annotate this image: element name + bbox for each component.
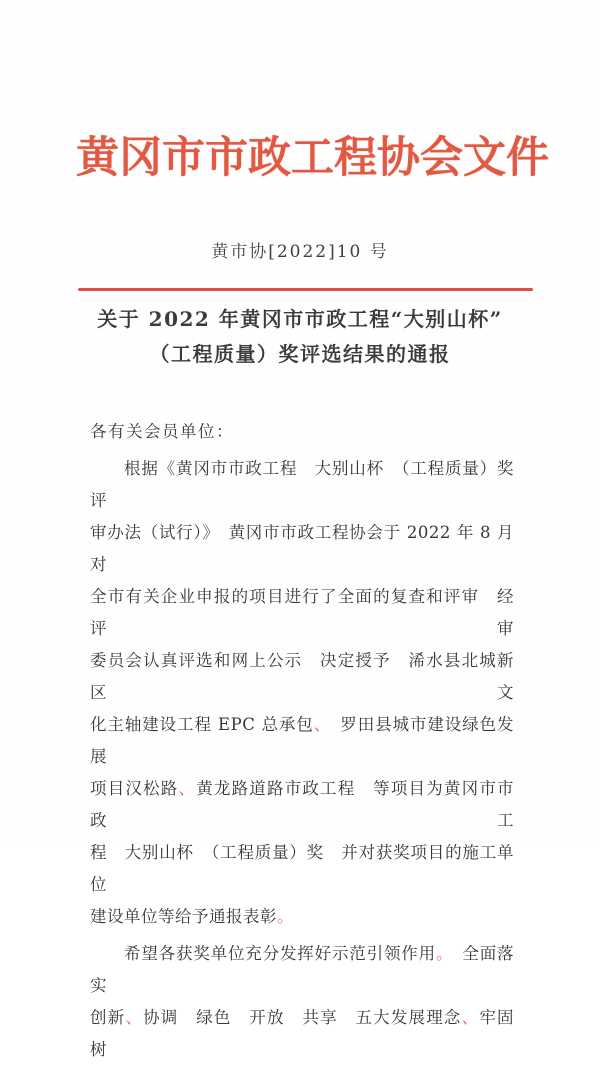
red-annotation-mark: 、 — [461, 1008, 480, 1027]
body-text-segment: 牢固树 — [90, 1008, 515, 1059]
body-text-segment: 化主轴建设工程 EPC 总承包 — [90, 715, 314, 734]
salutation: 各有关会员单位： — [90, 422, 234, 441]
body-text-segment: 希望各获奖单位充分发挥好示范引领作用 — [124, 944, 436, 963]
document-title-line1: 关于 2022 年黄冈市市政工程“大别山杯” — [97, 307, 503, 331]
document-number: 黄市协[2022]10 号 — [211, 242, 389, 262]
document-body — [90, 416, 514, 1066]
body-line — [90, 709, 514, 773]
body-text-segment: 全市有关企业申报的项目进行了全面的复查和评审 经评审 — [90, 587, 514, 638]
red-annotation-mark: 、 — [313, 715, 323, 734]
document-header-title: 黄冈市市政工程协会文件 — [76, 133, 549, 183]
body-text-segment: 全面落实 — [90, 944, 515, 995]
body-text-segment: 程 大别山杯 （工程质量）奖 并对获奖项目的施工单位 — [90, 843, 514, 894]
body-line — [90, 453, 514, 517]
body-line — [90, 837, 514, 901]
body-text-segment: 创新 — [90, 1008, 126, 1027]
body-line — [90, 938, 514, 1002]
body-text-segment: 建设单位等给予通报表彰 — [90, 907, 277, 926]
red-annotation-mark: 。 — [435, 944, 446, 963]
body-text-segment: 协调 绿色 开放 共享 五大发展理念 — [143, 1008, 462, 1027]
red-annotation-mark: 、 — [125, 1008, 144, 1027]
red-divider-line — [78, 288, 533, 291]
body-lines — [90, 453, 514, 1066]
body-text-segment: 黄龙路道路市政工程 等项目为黄冈市市政工 — [90, 779, 515, 830]
body-line — [90, 581, 514, 645]
body-line — [90, 901, 514, 933]
body-text-segment: 审办法（试行）》 黄冈市市政工程协会于 2022 年 8 月对 — [90, 523, 514, 574]
document-title-line2: （工程质量）奖评选结果的通报 — [149, 342, 451, 366]
body-text-segment: 项目汉松路 — [90, 779, 179, 798]
red-annotation-mark: 。 — [277, 907, 294, 926]
body-text-segment: 根据《黄冈市市政工程 大别山杯 （工程质量）奖评 — [90, 459, 514, 510]
body-line — [90, 773, 514, 837]
document-title — [0, 302, 600, 372]
body-text-segment: 委员会认真评选和网上公示 决定授予 浠水县北城新区文 — [90, 651, 514, 702]
red-annotation-mark: 、 — [178, 779, 197, 798]
body-line — [90, 1002, 514, 1066]
body-line — [90, 645, 514, 709]
body-line — [90, 517, 514, 581]
body-text-segment: 罗田县城市建设绿色发展 — [90, 715, 515, 766]
